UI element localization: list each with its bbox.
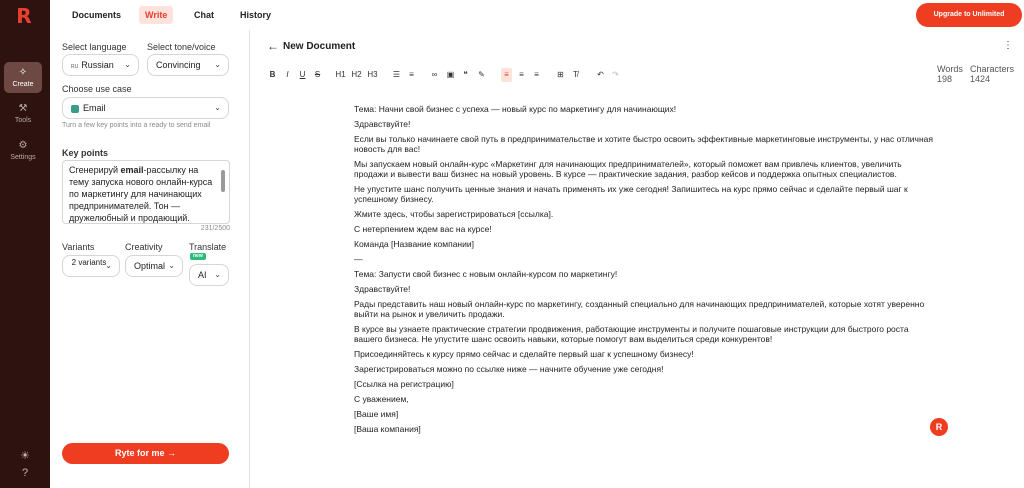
- language-value: Russian: [81, 60, 114, 70]
- language-label: Select language: [62, 42, 127, 52]
- assistant-fab[interactable]: R: [930, 418, 948, 436]
- variants-label: Variants: [62, 242, 95, 252]
- paragraph: Рады представить наш новый онлайн-курс по маркетингу, созданный специально для начинающих предпринимателей, которые хотят уверенно выйти на рынок и увеличить продажи.: [354, 299, 925, 319]
- variants-select[interactable]: [62, 255, 120, 277]
- tab-chat[interactable]: Chat: [194, 10, 214, 20]
- paragraph: [Ваша компания]: [354, 424, 421, 434]
- numbered-list-icon[interactable]: ≡: [409, 70, 414, 79]
- email-icon: [71, 105, 79, 113]
- bold-button[interactable]: B: [269, 70, 276, 79]
- italic-button[interactable]: I: [286, 70, 289, 79]
- clear-format-icon[interactable]: T̸: [573, 70, 578, 79]
- chevron-down-icon: ⌄: [214, 103, 221, 112]
- paragraph: Если вы только начинаете свой путь в предпринимательстве и хотите быстро освоить эффективные маркетинговые инструменты, у нас отличная новость для вас!: [354, 134, 934, 154]
- textarea-scrollbar[interactable]: [221, 170, 225, 192]
- top-nav: [50, 0, 1024, 30]
- chevron-down-icon: ⌄: [214, 60, 221, 69]
- usecase-label: Choose use case: [62, 84, 132, 94]
- paragraph: С нетерпением ждем вас на курсе!: [354, 224, 492, 234]
- paragraph: С уважением,: [354, 394, 409, 404]
- paragraph: Команда [Название компании]: [354, 239, 474, 249]
- translate-select[interactable]: [189, 264, 229, 286]
- keypoints-textarea[interactable]: [62, 160, 230, 224]
- wand-icon: ✧: [18, 67, 28, 78]
- undo-icon[interactable]: ↶: [597, 70, 604, 79]
- rail-item-label: Create: [12, 81, 34, 88]
- translate-label: Translate: [189, 242, 227, 252]
- creativity-select[interactable]: [125, 255, 183, 277]
- wrench-icon: ⚒: [18, 103, 28, 114]
- heading1-button[interactable]: H1: [335, 70, 346, 79]
- chevron-down-icon: ⌄: [105, 261, 112, 270]
- paragraph: [Ваше имя]: [354, 409, 399, 419]
- gear-icon: ⚙: [18, 140, 28, 151]
- align-center-icon[interactable]: ≡: [519, 70, 524, 79]
- back-arrow-icon[interactable]: ←: [267, 39, 279, 53]
- help-icon[interactable]: ?: [21, 467, 29, 479]
- paragraph: Здравствуйте!: [354, 284, 411, 294]
- rail-item-settings[interactable]: [4, 140, 42, 161]
- underline-button[interactable]: U: [299, 70, 306, 79]
- words-label: Words: [937, 64, 963, 74]
- left-rail: [0, 0, 50, 488]
- more-options-icon[interactable]: ⋮: [1003, 40, 1013, 51]
- paragraph: Жмите здесь, чтобы зарегистрироваться [ссылка].: [354, 209, 554, 219]
- flag-icon: RU: [71, 64, 79, 70]
- settings-panel: [50, 30, 250, 488]
- translate-value: AI: [198, 270, 207, 280]
- creativity-value: Optimal: [134, 261, 166, 271]
- paragraph: Зарегистрироваться можно по ссылке ниже — начните обучение уже сегодня!: [354, 364, 664, 374]
- rail-item-label: Settings: [10, 154, 36, 161]
- tone-label: Select tone/voice: [147, 42, 216, 52]
- quote-icon[interactable]: ❝: [463, 70, 468, 79]
- paragraph: Присоединяйтесь к курсу прямо сейчас и сделайте первый шаг к успешному бизнесу!: [354, 349, 694, 359]
- keypoints-bold: email: [120, 165, 144, 175]
- creativity-label: Creativity: [125, 242, 163, 252]
- highlight-icon[interactable]: ✎: [478, 70, 485, 79]
- bullet-list-icon[interactable]: ☰: [392, 70, 401, 79]
- characters-label: Characters: [970, 64, 1015, 74]
- paragraph: Тема: Запусти свой бизнес с новым онлайн-курсом по маркетингу!: [354, 269, 618, 279]
- ryte-for-me-button[interactable]: Ryte for me →: [62, 443, 229, 464]
- paragraph: Не упустите шанс получить ценные знания и начать применять их уже сегодня! Запишитесь на курс прямо сейчас и сделайте первый шаг к успешному бизнесу.: [354, 184, 908, 204]
- usecase-hint: Turn a few key points into a ready to send email: [62, 122, 211, 129]
- characters-count: 1424: [970, 74, 991, 84]
- words-count: 198: [937, 74, 953, 84]
- theme-toggle-icon[interactable]: ☀: [20, 450, 30, 462]
- tab-documents[interactable]: Documents: [72, 10, 122, 20]
- align-left-icon[interactable]: ≡: [501, 68, 512, 82]
- link-icon[interactable]: ∞: [431, 70, 438, 79]
- image-icon[interactable]: ▣: [446, 70, 455, 79]
- rail-item-create[interactable]: [4, 62, 42, 93]
- document-title[interactable]: New Document: [283, 41, 356, 52]
- align-right-icon[interactable]: ≡: [534, 70, 539, 79]
- tone-select[interactable]: [147, 54, 229, 76]
- document-content[interactable]: [354, 104, 934, 439]
- chevron-down-icon: ⌄: [214, 270, 221, 279]
- strikethrough-button[interactable]: S: [314, 70, 321, 79]
- language-select[interactable]: [62, 54, 139, 76]
- variants-value: 2 variants: [71, 258, 107, 267]
- heading2-button[interactable]: H2: [351, 70, 362, 79]
- paragraph: —: [354, 254, 363, 264]
- chevron-down-icon: ⌄: [168, 261, 175, 270]
- paragraph: Мы запускаем новый онлайн-курс «Маркетинг для начинающих предпринимателей», который поможет вам привлечь клиентов, увеличить продажи и вывести ваш бизнес на новый уровень. В курсе — практические задания, разбор кейсов и поддержка опытных специалистов.: [354, 159, 902, 179]
- char-counter: 231/2500: [200, 225, 230, 232]
- redo-icon[interactable]: ↷: [612, 70, 619, 79]
- paragraph: В курсе вы узнаете практические стратегии продвижения, работающие инструменты и получите пошаговые инструкции для быстрого роста вашего бизнеса. Не упустите шанс освоить навыки, которые помогут вам выделиться среди конкурентов!: [354, 324, 909, 344]
- editor-area: [251, 30, 1024, 488]
- keypoints-label: Key points: [62, 148, 109, 158]
- tab-write[interactable]: Write: [139, 6, 173, 24]
- keypoints-text: Сгенерируй: [69, 165, 121, 175]
- tone-value: Convincing: [156, 60, 201, 70]
- usecase-select[interactable]: [62, 97, 229, 119]
- paragraph: Тема: Начни свой бизнес с успеха — новый курс по маркетингу для начинающих!: [354, 104, 677, 114]
- rail-item-label: Tools: [14, 117, 32, 124]
- new-badge: new: [190, 253, 206, 260]
- tab-history[interactable]: History: [240, 10, 272, 20]
- keypoints-text: -рассылку на тему запуска нового онлайн-курса по маркетингу для начинающих предпринимателей. Тон — дружелюбный и продающий.: [69, 165, 213, 223]
- chevron-down-icon: ⌄: [124, 60, 131, 69]
- heading3-button[interactable]: H3: [367, 70, 378, 79]
- paragraph: [Ссылка на регистрацию]: [354, 379, 454, 389]
- paragraph: Здравствуйте!: [354, 119, 411, 129]
- table-icon[interactable]: ⊞: [557, 70, 564, 79]
- brand-logo[interactable]: R: [16, 4, 32, 28]
- usecase-value: Email: [83, 103, 106, 113]
- rail-item-tools[interactable]: [4, 103, 42, 124]
- upgrade-button[interactable]: Upgrade to Unlimited: [916, 3, 1022, 27]
